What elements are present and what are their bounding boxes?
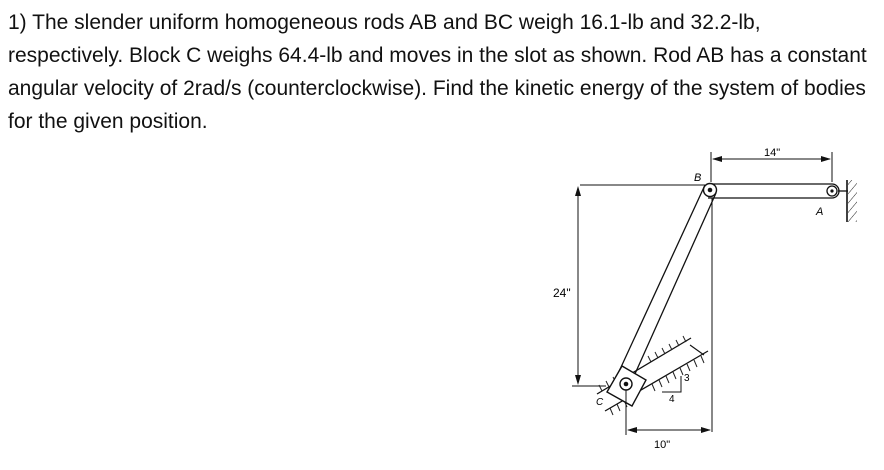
dimension-vertical-label: 24" [553, 286, 571, 300]
dimension-vertical [553, 185, 705, 386]
inclined-slot [597, 336, 708, 415]
pin-a [827, 186, 837, 196]
pin-b [704, 184, 717, 197]
dimension-bottom-label: 10" [654, 439, 671, 451]
label-point-c: C [596, 397, 604, 408]
dimension-ab-label: 14" [764, 147, 781, 159]
problem-statement: 1) The slender uniform homogeneous rods AB and BC weigh 16.1-lb and 32.2-lb, respectively. Block C weighs 64.4-lb and moves in the slot as shown. Rod AB has a constant angular velocity of 2rad/s (counterclockwise). Find the kinetic energy of the system of bodies for the given position. [8, 11, 867, 133]
label-point-b: B [694, 172, 702, 184]
label-point-a: A [816, 206, 824, 218]
slope-run-label: 4 [669, 394, 675, 405]
slope-rise-label: 3 [684, 373, 690, 384]
dimension-ab [711, 147, 832, 182]
wall-support [847, 180, 857, 222]
